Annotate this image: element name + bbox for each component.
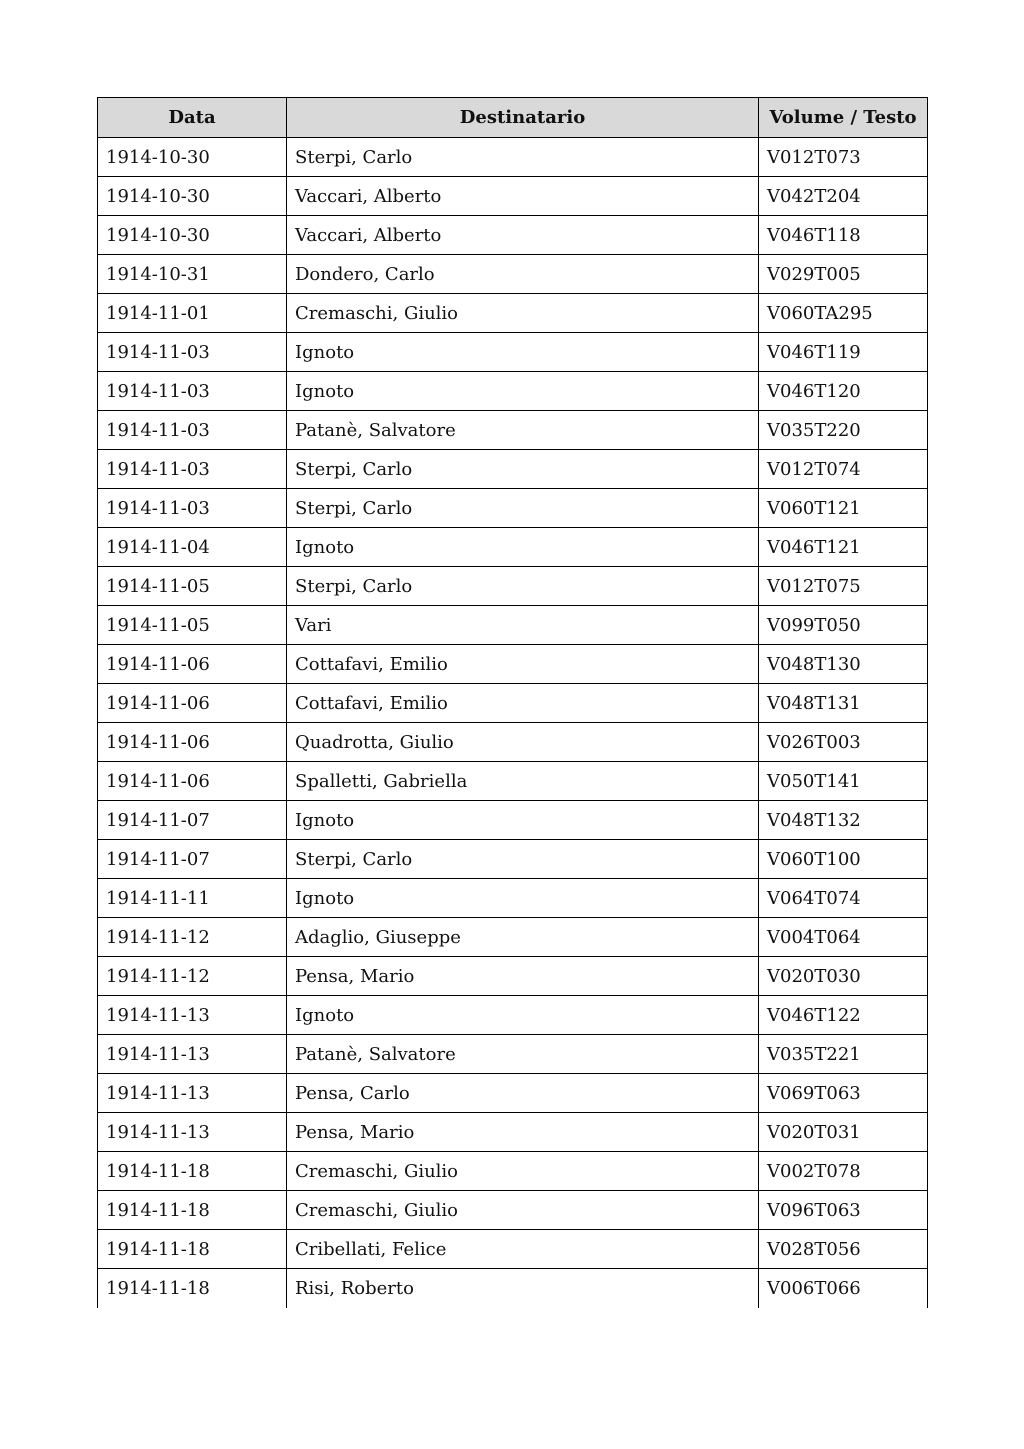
cell-date: 1914-11-11 <box>98 879 287 918</box>
cell-recipient: Ignoto <box>287 528 759 567</box>
table-row <box>98 411 928 450</box>
table-row <box>98 255 928 294</box>
cell-recipient: Vaccari, Alberto <box>287 216 759 255</box>
cell-recipient: Vari <box>287 606 759 645</box>
cell-volume-text: V028T056 <box>759 1230 928 1269</box>
cell-date: 1914-11-05 <box>98 567 287 606</box>
cell-recipient: Spalletti, Gabriella <box>287 762 759 801</box>
cell-recipient: Cremaschi, Giulio <box>287 1152 759 1191</box>
cell-date: 1914-11-03 <box>98 333 287 372</box>
table-row <box>98 645 928 684</box>
cell-date: 1914-11-03 <box>98 372 287 411</box>
column-header-destinatario: Destinatario <box>287 98 759 138</box>
table-header-row <box>98 98 928 138</box>
cell-volume-text: V048T131 <box>759 684 928 723</box>
cell-recipient: Cribellati, Felice <box>287 1230 759 1269</box>
table-row <box>98 723 928 762</box>
cell-recipient: Ignoto <box>287 333 759 372</box>
table-row <box>98 879 928 918</box>
cell-date: 1914-10-30 <box>98 177 287 216</box>
table-row <box>98 1191 928 1230</box>
cell-volume-text: V096T063 <box>759 1191 928 1230</box>
cell-volume-text: V046T119 <box>759 333 928 372</box>
table-row <box>98 450 928 489</box>
cell-recipient: Dondero, Carlo <box>287 255 759 294</box>
table-body <box>98 138 928 1308</box>
cell-recipient: Pensa, Mario <box>287 1113 759 1152</box>
cell-date: 1914-11-04 <box>98 528 287 567</box>
cell-recipient: Ignoto <box>287 996 759 1035</box>
cell-recipient: Sterpi, Carlo <box>287 567 759 606</box>
table-row <box>98 801 928 840</box>
cell-volume-text: V020T031 <box>759 1113 928 1152</box>
cell-date: 1914-11-18 <box>98 1152 287 1191</box>
cell-date: 1914-11-05 <box>98 606 287 645</box>
cell-recipient: Patanè, Salvatore <box>287 1035 759 1074</box>
cell-recipient: Sterpi, Carlo <box>287 138 759 177</box>
cell-date: 1914-11-13 <box>98 1113 287 1152</box>
table-row <box>98 840 928 879</box>
cell-volume-text: V006T066 <box>759 1269 928 1308</box>
cell-volume-text: V012T073 <box>759 138 928 177</box>
cell-recipient: Ignoto <box>287 372 759 411</box>
cell-recipient: Cremaschi, Giulio <box>287 294 759 333</box>
table-row <box>98 606 928 645</box>
cell-volume-text: V050T141 <box>759 762 928 801</box>
cell-date: 1914-11-13 <box>98 996 287 1035</box>
cell-recipient: Patanè, Salvatore <box>287 411 759 450</box>
cell-volume-text: V012T074 <box>759 450 928 489</box>
cell-volume-text: V046T122 <box>759 996 928 1035</box>
cell-recipient: Risi, Roberto <box>287 1269 759 1308</box>
cell-date: 1914-11-01 <box>98 294 287 333</box>
table-row <box>98 372 928 411</box>
cell-volume-text: V012T075 <box>759 567 928 606</box>
cell-volume-text: V002T078 <box>759 1152 928 1191</box>
cell-volume-text: V035T221 <box>759 1035 928 1074</box>
table-row <box>98 762 928 801</box>
table-row <box>98 918 928 957</box>
table-row <box>98 1152 928 1191</box>
table-row <box>98 333 928 372</box>
letters-table <box>97 97 928 1308</box>
cell-date: 1914-11-06 <box>98 645 287 684</box>
table-row <box>98 957 928 996</box>
cell-recipient: Ignoto <box>287 879 759 918</box>
table-row <box>98 138 928 177</box>
cell-date: 1914-10-30 <box>98 216 287 255</box>
cell-recipient: Sterpi, Carlo <box>287 489 759 528</box>
table-row <box>98 294 928 333</box>
table-row <box>98 1035 928 1074</box>
cell-volume-text: V004T064 <box>759 918 928 957</box>
cell-recipient: Adaglio, Giuseppe <box>287 918 759 957</box>
cell-date: 1914-10-30 <box>98 138 287 177</box>
cell-recipient: Vaccari, Alberto <box>287 177 759 216</box>
cell-recipient: Cottafavi, Emilio <box>287 645 759 684</box>
cell-date: 1914-11-03 <box>98 450 287 489</box>
cell-volume-text: V048T132 <box>759 801 928 840</box>
cell-volume-text: V029T005 <box>759 255 928 294</box>
cell-recipient: Quadrotta, Giulio <box>287 723 759 762</box>
table-row <box>98 996 928 1035</box>
cell-volume-text: V099T050 <box>759 606 928 645</box>
table-row <box>98 684 928 723</box>
cell-recipient: Pensa, Mario <box>287 957 759 996</box>
cell-recipient: Sterpi, Carlo <box>287 450 759 489</box>
cell-volume-text: V026T003 <box>759 723 928 762</box>
cell-volume-text: V020T030 <box>759 957 928 996</box>
table-row <box>98 1113 928 1152</box>
cell-date: 1914-11-06 <box>98 762 287 801</box>
cell-date: 1914-11-18 <box>98 1230 287 1269</box>
table-row <box>98 1074 928 1113</box>
cell-volume-text: V035T220 <box>759 411 928 450</box>
cell-volume-text: V064T074 <box>759 879 928 918</box>
cell-date: 1914-11-07 <box>98 801 287 840</box>
table-row <box>98 1230 928 1269</box>
cell-date: 1914-11-12 <box>98 957 287 996</box>
cell-volume-text: V060TA295 <box>759 294 928 333</box>
cell-date: 1914-11-13 <box>98 1035 287 1074</box>
cell-volume-text: V048T130 <box>759 645 928 684</box>
table-row <box>98 567 928 606</box>
cell-date: 1914-11-06 <box>98 723 287 762</box>
cell-recipient: Pensa, Carlo <box>287 1074 759 1113</box>
cell-date: 1914-11-13 <box>98 1074 287 1113</box>
cell-volume-text: V042T204 <box>759 177 928 216</box>
cell-recipient: Cremaschi, Giulio <box>287 1191 759 1230</box>
cell-volume-text: V069T063 <box>759 1074 928 1113</box>
column-header-data: Data <box>98 98 287 138</box>
cell-recipient: Sterpi, Carlo <box>287 840 759 879</box>
cell-volume-text: V046T120 <box>759 372 928 411</box>
cell-volume-text: V046T118 <box>759 216 928 255</box>
cell-volume-text: V060T121 <box>759 489 928 528</box>
cell-date: 1914-11-12 <box>98 918 287 957</box>
table-row <box>98 177 928 216</box>
cell-date: 1914-11-18 <box>98 1269 287 1308</box>
cell-recipient: Cottafavi, Emilio <box>287 684 759 723</box>
cell-date: 1914-11-03 <box>98 489 287 528</box>
table-row <box>98 489 928 528</box>
table-row <box>98 216 928 255</box>
cell-volume-text: V060T100 <box>759 840 928 879</box>
cell-date: 1914-11-18 <box>98 1191 287 1230</box>
cell-date: 1914-10-31 <box>98 255 287 294</box>
cell-recipient: Ignoto <box>287 801 759 840</box>
cell-date: 1914-11-03 <box>98 411 287 450</box>
cell-date: 1914-11-07 <box>98 840 287 879</box>
column-header-volume-testo: Volume / Testo <box>759 98 928 138</box>
table-row <box>98 528 928 567</box>
cell-date: 1914-11-06 <box>98 684 287 723</box>
cell-volume-text: V046T121 <box>759 528 928 567</box>
table-row <box>98 1269 928 1308</box>
